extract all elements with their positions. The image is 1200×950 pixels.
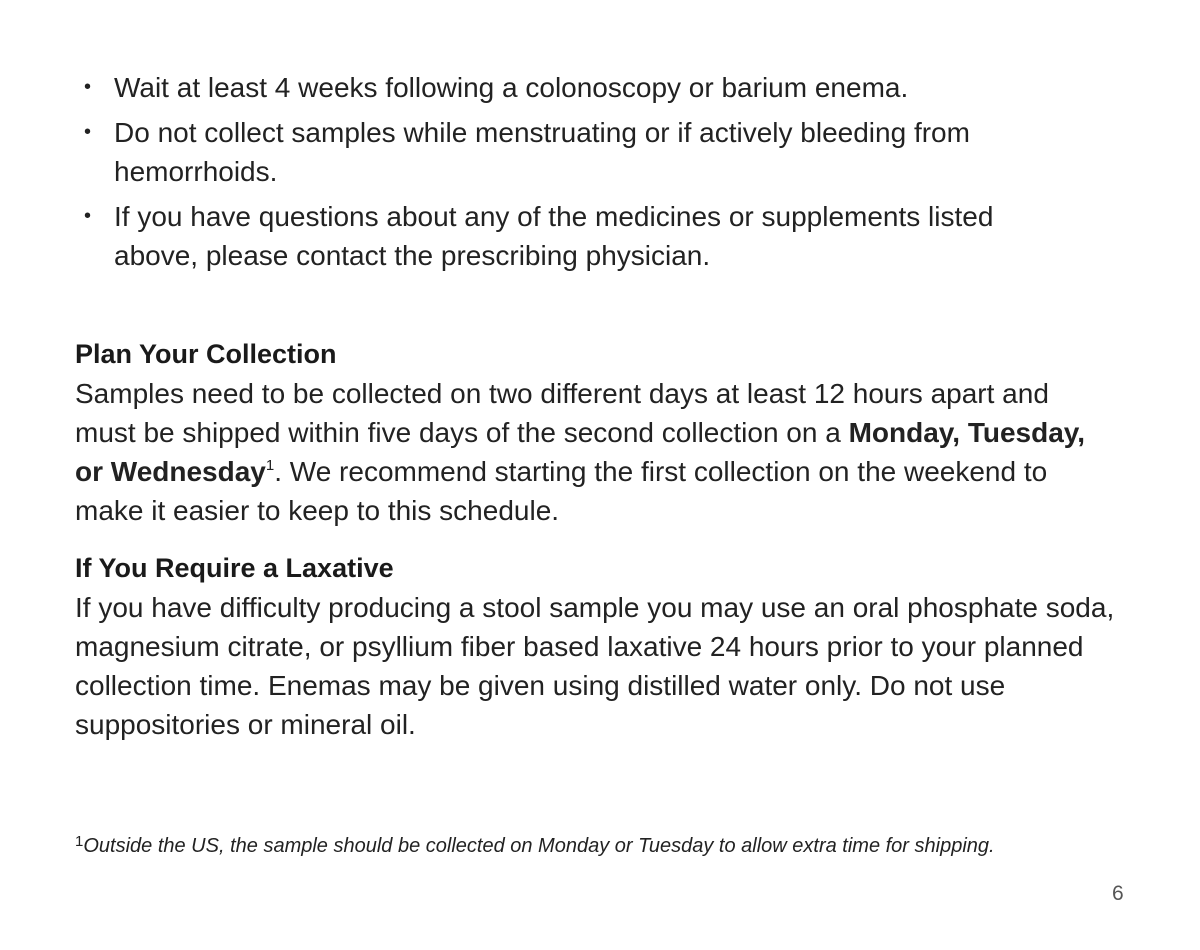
footnote-reference: 1 xyxy=(265,457,275,474)
laxative-paragraph: If you have difficulty producing a stool sample you may use an oral phosphate soda, magnesium citrate, or psyllium fiber based laxative 24 hours prior to your planned collection time. Enemas may be given using distilled water only. Do not use suppositories or mineral oil. xyxy=(75,592,1115,740)
footnote-marker: 1 xyxy=(75,833,84,850)
plan-text-end: . We recommend starting the first collection on the weekend to make it easier to keep to this schedule. xyxy=(75,456,1048,526)
plan-text-start: Samples need to be collected on two different days at least 12 hours apart and must be shipped within five days of the second collection on a xyxy=(75,378,1049,448)
bullet-text: Do not collect samples while menstruating or if actively bleeding from hemorrhoids. xyxy=(114,117,970,187)
list-item xyxy=(84,68,1084,107)
plan-collection-heading: Plan Your Collection xyxy=(75,339,337,369)
plan-collection-paragraph xyxy=(75,374,1115,530)
footnote xyxy=(75,828,1175,860)
bullet-text: If you have questions about any of the medicines or supplements listed above, please contact the prescribing physician. xyxy=(114,201,994,271)
bullet-icon: • xyxy=(84,76,92,98)
plan-collection-section xyxy=(75,335,1115,530)
bullet-text: Wait at least 4 weeks following a colonoscopy or barium enema. xyxy=(114,72,909,103)
laxative-heading: If You Require a Laxative xyxy=(75,553,394,583)
bullet-icon: • xyxy=(84,205,92,227)
bullet-icon: • xyxy=(84,121,92,143)
precautions-bullet-list xyxy=(84,68,1084,281)
laxative-section xyxy=(75,549,1115,744)
page-number: 6 xyxy=(1112,882,1124,905)
list-item xyxy=(84,113,1084,191)
list-item xyxy=(84,197,1084,275)
shipping-days-emphasis: Monday, Tuesday, or Wednesday xyxy=(75,417,1086,487)
footnote-text: Outside the US, the sample should be collected on Monday or Tuesday to allow extra time for shipping. xyxy=(83,835,995,857)
